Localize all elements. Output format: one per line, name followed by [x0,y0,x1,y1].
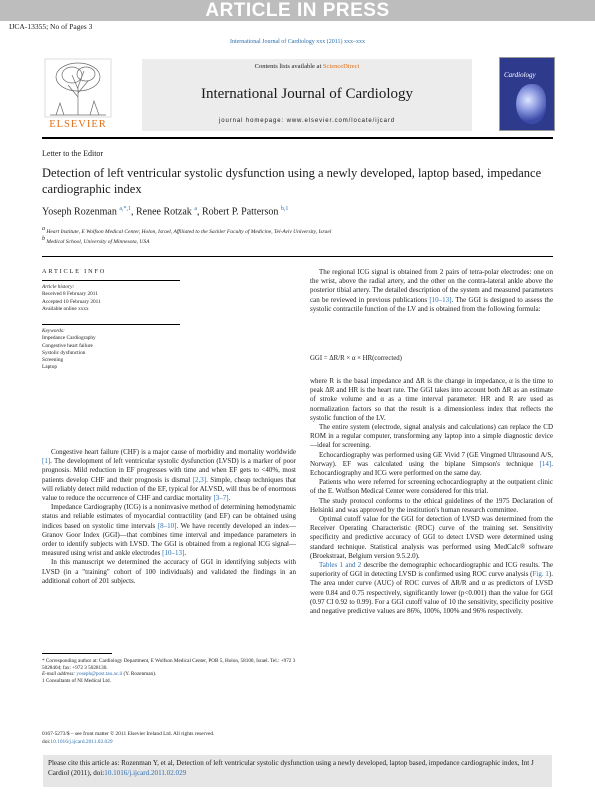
article-info-heading: ARTICLE INFO [42,268,107,275]
keyword: Laptop [42,364,58,371]
affiliation [42,236,149,245]
affiliation-divider [42,256,553,257]
body-column-right-bottom [310,377,553,616]
body-paragraph [310,478,553,496]
reference-link[interactable]: [2,3] [192,475,207,484]
body-paragraph [310,377,553,423]
author-name[interactable]: Yoseph Rozenman [42,206,117,218]
citation-box [43,755,552,787]
keywords [42,328,96,372]
reference-link[interactable]: Tables 1 and 2 [319,561,362,570]
paragraph-text: . The development of left ventricular systolic dysfunction (LVSD) is a marker of poor prognosis. Mild reduction in EF progresses with time and when EF gets to <40%, most patients develop CHF and their prognosis is dismal [42,457,296,484]
keyword: Impedance Cardiography [42,335,96,342]
reference-link[interactable]: [1] [42,457,51,466]
footnote-divider [42,653,112,654]
paragraph-text: The entire system (electrode, signal analysis and calculations) can replace the CD ROM in a regular computer, transforming any laptop into a simple diagnostic device—ideal for screening. [310,423,553,450]
journal-homepage [142,118,472,124]
ggi-formula: GGI = ΔR/R × α × HR(corrected) [310,355,402,362]
body-paragraph [42,503,296,558]
paragraph-text: Impedance Cardiography (ICG) is a noninvasive method of determining hemodynamic status and reliable estimates of myocardial contractility (and EF) can be obtained using indices based on systolic time intervals [42,503,296,530]
author-list: Yoseph Rozenman $^{a,*,1}$, Renee Rotzak $^a$, Robert P. Patterson $^{b,1}$ [42,206,289,218]
paragraph-text: . [184,549,187,558]
affiliation-marker: a [42,226,45,232]
affiliation-text: Medical School, University of Minnesota, USA [46,238,150,245]
citation-text: Please cite this article as: Rozenman Y, et al, Detection of left ventricular systolic dysfunction using a newly developed, laptop based, impedance cardiographic index, Int J Cardiol (2011), doi: [48,759,534,777]
body-paragraph [310,515,553,561]
affiliation-text: Heart Institute, E Wolfson Medical Center, Holon, Israel, Affiliated to the Sackler Faculty of Medicine, Tel-Aviv University, Israel [46,228,332,235]
reference-link[interactable]: [8–10] [157,521,177,530]
journal-header [42,57,553,134]
paragraph-text: The study protocol conforms to the ethical guidelines of the 1975 Declaration of Helsinki and was approved by the institution's human research committee. [310,496,553,514]
issn-copyright: 0167-5273/$ – see front matter © 2011 Elsevier Ireland Ltd. All rights reserved. [42,731,215,737]
document-id: IJCA-13355; No of Pages 3 [9,22,93,31]
doi-prefix: doi: [42,739,51,745]
body-paragraph [310,561,553,616]
author-affiliation-marker[interactable]: a [194,206,197,212]
email-label: E-mail address: [42,671,77,678]
paragraph-text: The regional ICG signal is obtained from 2 pairs of tetra-polar electrodes: one on the wrist, above the radial artery, and the other on the contra-lateral ankle above the posterior tibial artery. The detailed description of the system and measured parameters can be reviewed in previous publications [310,268,553,304]
paragraph-text: In this manuscript we determined the accuracy of GGI in identifying subjects with LVSD (in a "training" cohort of 100 individuals) and validated the findings in an additional cohort of 201 subjects. [42,558,296,585]
body-paragraph [310,451,553,479]
cover-heart-image [516,84,546,124]
paragraph-text: . The GGI is designed to assess the systolic contractile function of the LV and is obtained from the following formula: [310,295,553,313]
author-affiliation-marker[interactable]: a,*,1 [119,206,131,212]
journal-cover-thumbnail[interactable] [499,57,555,131]
affiliation-marker: b [42,236,45,242]
sciencedirect-link[interactable]: ScienceDirect [322,63,360,70]
reference-link[interactable]: [10–13] [162,549,185,558]
paragraph-text: . We have recently developed an index—Granov Goor Index (GGI)—that combines time interval and impedance parameters in order to identify subjects with LVSD. The GGI is obtained from a regional ICG signal—measured using wrist and ankle electrodes [42,521,296,558]
reference-link[interactable]: [10–13] [429,295,452,304]
paragraph-text: . Simple, cheap techniques that will reliably detect mild reduction of the EF, typical for ALVSD, will thus be of enormous value to reduce the occurrence of CHF and cardiac mortality [42,475,296,503]
citation-doi-link[interactable]: 10.1016/j.ijcard.2011.02.029 [104,769,187,777]
journal-title: International Journal of Cardiology [200,86,414,102]
elsevier-logo[interactable] [42,57,114,131]
body-column-right-top [310,268,553,314]
keywords-label: Keywords: [42,328,65,334]
article-in-press-banner: ARTICLE IN PRESS [0,0,595,21]
body-paragraph [310,423,553,451]
affiliation [42,226,331,235]
article-info-divider [42,280,180,281]
footnotes [42,658,296,684]
author-name[interactable]: Robert P. Patterson [201,206,279,218]
paragraph-text: Congestive heart failure (CHF) is a major cause of morbidity and mortality worldwide [51,448,296,456]
header-divider [42,137,553,139]
doi-link[interactable]: 10.1016/j.ijcard.2011.02.029 [50,739,113,745]
bottom-meta [42,730,214,746]
paragraph-text: . [228,494,231,503]
homepage-url-link[interactable]: www.elsevier.com/locate/ijcard [286,118,395,124]
body-paragraph [42,558,296,586]
reference-link[interactable]: [3–7] [213,494,229,503]
reference-link[interactable]: Fig. 1 [532,570,549,579]
journal-citation-link[interactable]: International Journal of Cardiology xxx (2011) xxx–xxx [229,39,366,45]
history-label: Article history: [42,284,75,290]
history-item: Received 8 February 2011 [42,291,98,298]
paragraph-text: . Echocardiography and ICG were performed on the same day. [310,459,553,478]
email-note [42,671,296,678]
email-suffix: (Y. Rozenman). [122,671,157,678]
homepage-prefix: journal homepage: [219,118,287,124]
keyword: Congestive heart failure [42,342,93,349]
elsevier-tree-icon [42,57,114,119]
body-paragraph [42,448,296,503]
author-name[interactable]: Renee Rotzak [136,206,192,218]
body-paragraph [310,268,553,314]
consultant-note: 1 Consultants of NI Medical Ltd. [42,677,111,684]
paragraph-text: Optimal cutoff value for the GGI for detection of LVSD was determined from the Receiver Operating Characteristic (ROC) curve of the training set. Sensitivity specificity and predictive accuracy of GGI to detect LVSD were determined using standard technique. Statistical analysis was performed using MedCalc® software (Broekstraat, Belgium version 9.5.2.0). [310,515,553,560]
email-link[interactable]: yoseph@post.tau.ac.il [76,671,123,678]
doi-line [42,738,214,746]
reference-link[interactable]: [14] [539,459,552,468]
keyword: Systolic dysfunction [42,349,86,356]
corresponding-author-note: * Corresponding author at: Cardiology Department, E Wolfson Medical Center, POB 5, Holon, 58100, Israel. Tel.: +972 3 5028404; fax: +972 3 5028130. [42,658,296,671]
history-item: Accepted 10 February 2011 [42,298,101,305]
article-title: Detection of left ventricular systolic dysfunction using a newly developed, laptop based, impedance cardiographic index [42,166,542,196]
publisher-name: ELSEVIER [49,119,107,130]
paragraph-text: where R is the basal impedance and ΔR is the change in impedance, α is the time to peak ΔR and HR is the heart rate. The GGI takes into account both ΔR as an estimate of stroke volume and α as a time interval parameter. HR and R are used as normalization factors so that the result is a dimensionless index that reflects the systolic function of the LV. [310,377,553,422]
paragraph-text: describe the demographic echocardiographic and ICG results. The superiority of GGI in detecting LVSD is confirmed using ROC curve analysis ( [310,561,553,579]
cover-title: Cardiology [504,71,536,79]
contents-prefix: Contents lists available at [254,63,323,70]
journal-masthead [142,59,472,131]
paragraph-text: Echocardiography was performed using GE Vivid 7 (GE Vingmed Ultrasound A/S, Norway). EF was calculated using the biplane Simpson's technique [310,450,553,468]
paragraph-text: Patients who were referred for screening echocardiography at the outpatient clinic of the E. Wolfson Medical Center were considered for this trial. [310,478,553,496]
body-paragraph [310,497,553,515]
article-history [42,284,101,313]
paragraph-text: ). The area under curve (AUC) of ROC curves of ΔR/R and α as predictors of LVSD were 0.84 and 0.75 respectively, significantly lower (p<0.001) than the value for GGI (0.97 CI 0.92 to 0.99). For a GGI cutoff value of 10 the sensitivity, specificity positive and negative predictive values are 86%, 100%, 100% and 96% respectively. [310,570,553,616]
author-affiliation-marker[interactable]: b,1 [280,206,289,212]
contents-line [142,63,472,70]
body-column-left [42,448,296,586]
keyword: Screening [42,357,64,364]
article-type: Letter to the Editor [42,149,104,158]
keywords-divider [42,324,180,325]
history-item: Available online xxxx [42,305,89,312]
